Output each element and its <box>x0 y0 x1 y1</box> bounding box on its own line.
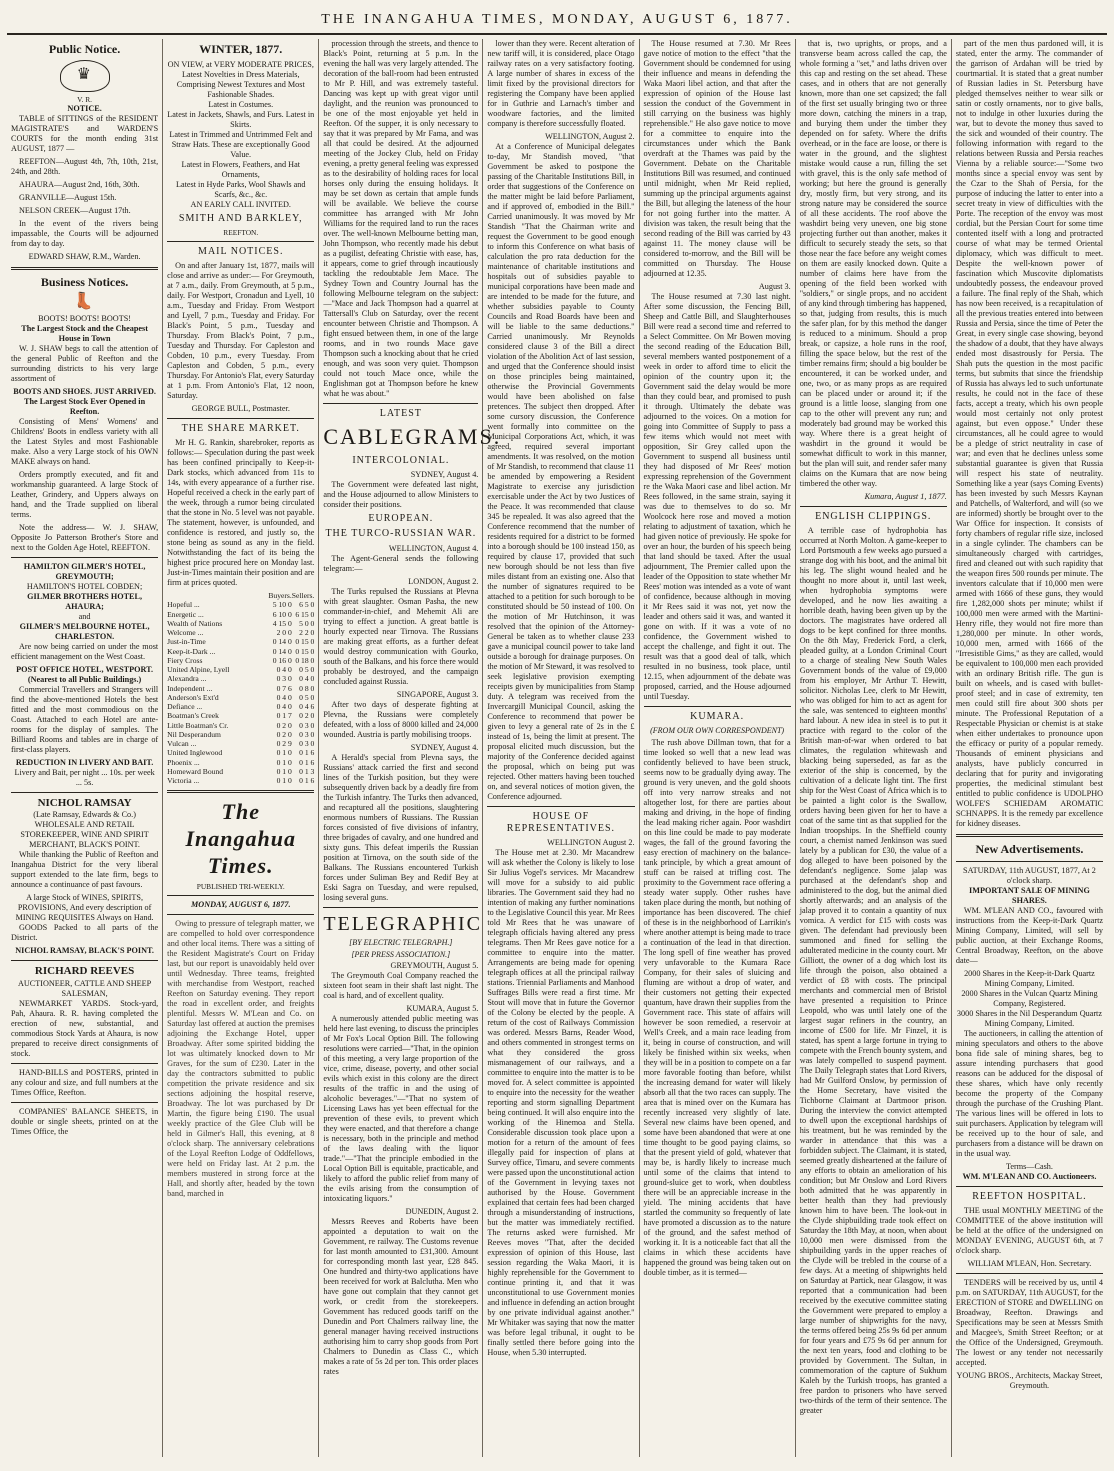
share-name: Hopeful ... <box>167 600 200 610</box>
handbills-ad: HAND-BILLS and POSTERS, printed in any colour and size, and full numbers at the Times Office, Reefton. <box>11 1067 159 1097</box>
share-sellers: 0 3 0 <box>299 729 315 739</box>
divider <box>956 861 1103 862</box>
winter-item: Latest Novelties in Dress Materials, Comprising Newest Textures and Most Fashionable Shades. <box>176 69 305 99</box>
shaw-address: Note the address— W. J. SHAW, Opposite Jo Patterson Brother's Store and next to the Golden Age Hotel, REEFTON. <box>11 522 159 552</box>
orders-text: Orders promptly executed, and fit and workmanship guaranteed. A large Stock of Leather, Grindery, and Uppers always on hand, and the Trade supplied on liberal terms. <box>11 469 159 519</box>
article-text: The rush above Dillman town, that for a time looked so well that a new lead was confidently believed to have been struck, seems now to be gradually dying away. The ground is very uneven, and the gold shoots off into very narrow streaks and not altogether lost, for there are parties about making and driving, in the hope of finding the lead making richer again. Poor washdirt on this line could be made to pay moderate wages, the fall of the ground favoring the easy erection of machinery on the balance-tank principle, by which a great amount of stuff can be raised at trifling cost. The proximity to the Government race offering a steady water supply. Other rushes have taken place during the month, but nothing of importance has been discovered. The chief of these is in the neighborhood of Larrikin's where another attempt is being made to trace a continuation of the lead in that direction. The long spell of fine weather has proved very unfavorable to the Kumara Race Company, for their sales of sluicing and fluming are without a drop of water, and their customers not getting their expected quantum, have drawn their supplies from the Government race. This state of affairs will however be soon remedied, a reservoir at Well's Creek, and a main race leading from it, being in course of construction, and will likely be finished within six weeks, when they will be in a position to compete on a far more favorable footing than before, whilst the increasing demand for water will likely absorb all that the two races can supply. The area that is mined over on the Kumara has recently increased very slightly of late. Several new claims have been opened, and some have been abandoned that were at one time thought to be good paying claims, so that the present yield of gold, whatever that may be, is hardly likely to increase much until some of the claims that intend to ground-sluice get to work, when doubtless there will be an appreciable increase in the yield. The mining accidents that have startled the community so frequently of late have promoted a discussion as to the nature of the ground, and the safest method of working it. It is a noticeable fact that all the claims in which these accidents have happened the ground was being taken out on double timber, as it is termed— <box>643 737 791 1277</box>
table-row <box>167 776 314 785</box>
share-sellers: 0 4 0 <box>299 674 315 684</box>
share-buyers: 0 1 0 <box>276 776 292 786</box>
by-electric: [BY ELECTRIC TELEGRAPH.] <box>349 937 453 947</box>
share-sellers: 0 8 0 <box>299 683 315 693</box>
share-name: Alexandra ... <box>167 674 207 684</box>
share-col-header: Sellers. <box>291 591 315 601</box>
masthead-title: THE INANGAHUA TIMES, MONDAY, AUGUST 6, 1877. <box>321 12 793 27</box>
divider <box>167 790 314 793</box>
hotel-item: GILMER BROTHERS HOTEL, AHAURA; <box>27 591 143 611</box>
divider <box>323 907 478 908</box>
table-row <box>167 647 314 656</box>
hospital-signature: WILLIAM M'LEAN, Hon. Secretary. <box>967 1258 1092 1268</box>
dateline: SYDNEY, August 4. <box>410 742 479 752</box>
share-name: Just-in-Time <box>167 637 206 647</box>
dateline: GREYMOUTH, August 5. <box>390 961 479 971</box>
boot-icon: 👢 <box>73 293 96 311</box>
winter-item: Latest in Costumes. <box>208 99 274 109</box>
hospital-heading: REEFTON HOSPITAL. <box>972 1190 1087 1202</box>
share-buyers: 6 10 0 <box>272 609 292 619</box>
companies-ad: COMPANIES' BALANCE SHEETS, in double or single sheets, printed on at the Times Office, the <box>11 1106 159 1136</box>
share-sellers: 0 5 0 <box>299 692 315 702</box>
smith-barkley: SMITH AND BARKLEY, <box>178 212 303 224</box>
new-advertisements-heading: New Advertisements. <box>975 842 1084 856</box>
divider <box>323 403 478 404</box>
article-text: lower than they were. Recent alteration of new tariff will, it is considered, place Otago railway rates on a very satisfactory footing. A large number of shares in excess of the limit fixed by the provisional directors for registering the Company have been applied for in Guthrie and Larnach's timber and woodware factories, and the limited company is therefore successfully floated. <box>487 39 635 128</box>
column-1 <box>7 39 163 1457</box>
share-buyers: 0 2 0 <box>276 729 292 739</box>
reduction-heading: REDUCTION IN LIVERY AND BAIT. <box>15 757 154 767</box>
kumara-sub: (FROM OUR OWN CORRESPONDENT) <box>650 726 785 736</box>
public-notice-heading: Public Notice. <box>48 42 121 56</box>
masthead <box>7 7 1107 35</box>
reeves-ad <box>11 965 158 1058</box>
divider <box>11 792 158 793</box>
latest-heading: LATEST <box>379 408 422 419</box>
largest-stock: The Largest Stock and the Cheapest House in Town <box>21 323 148 343</box>
mail-notices-heading: MAIL NOTICES. <box>198 245 284 257</box>
hotel-item: HAMILTON GILMER'S HOTEL, GREYMOUTH; <box>23 561 146 581</box>
table-row <box>167 702 314 711</box>
table-row <box>167 628 314 637</box>
article-text: The Turks repulsed the Russians at Plevna with great slaughter. Osman Pasha, the new commander-in-chief, and Mehemit Ali are trying to effect a junction. A great battle is hourly expected near Tirnova. The Russians are making great efforts, as a further defeat would destroy communication with Gourko, south of the Balkans, and his force there would probably be destroyed, and the campaign concluded against Russia. <box>323 586 479 686</box>
house-heading: HOUSE OF REPRESENTATIVES. <box>506 811 616 835</box>
share-sellers: 0 1 6 <box>299 757 315 767</box>
share-sellers: 6 15 0 <box>295 609 315 619</box>
livery-rates: Livery and Bait, per night ... 10s. per week ... 5s. <box>14 767 155 787</box>
divider <box>167 895 314 896</box>
sitting-item: AHAURA—August 2nd, 16th, 30th. <box>19 179 140 189</box>
share-buyers: 5 10 0 <box>272 600 292 610</box>
winter-list <box>167 60 314 200</box>
shaw-text: W. J. SHAW begs to call the attention of the general Public of Reefton and the surrounding districts to his very large assortment of <box>11 343 159 383</box>
share-sellers: 2 2 0 <box>299 628 315 638</box>
early-call: AN EARLY CALL INVITED. <box>190 199 291 209</box>
column-3 <box>319 39 502 1457</box>
share-name: Vulcan ... <box>167 739 197 749</box>
article-text: The Agent-General sends the following telegram:— <box>323 553 479 573</box>
article-text: After two days of desperate fighting at Plevna, the Russians were completely defeated, with a loss of 8000 killed and 24,000 wounded. Austria is partly mobilising troops. <box>323 699 479 739</box>
winter-item: Latest in Flowers, Feathers, and Hat Ornaments, <box>181 159 300 179</box>
dateline: WELLINGTON, August 4. <box>388 543 479 553</box>
article-text: Messrs Reeves and Roberts have been appointed a deputation to wait on the Government, re railway. The Customs revenue for last month amounted to £31,300. Amount for corresponding month last year, £28 845. One hundred and thirty-two applications have been received for work at Balclutha. Men who have gone out complain that they cannot get work, or credit from the storekeepers. Government has reduced goods tariff on the Dunedin and Port Chalmers railway line, the general manager having received instructions authorising him to carry shop goods from Port Chalmers to Dunedin as Class C., which makes a rate of 5s 2d per ton. This order places rates <box>323 1217 479 1377</box>
mail-signature: GEORGE BULL, Postmaster. <box>191 404 290 414</box>
sitting-item: REEFTON—August 4th, 7th, 10th, 21st, 24th, and 28th. <box>11 156 159 176</box>
article-text: The Greymouth Coal Company reached the sixteen foot seam in their shaft last night. The coal is hard, and of excellent quality. <box>323 971 479 1001</box>
divider <box>11 1063 158 1064</box>
share-name: Independent ... <box>167 683 213 693</box>
sittings-list <box>11 157 158 216</box>
share-sellers: 5 0 0 <box>299 618 315 628</box>
sitting-item: NELSON CREEK—August 17th. <box>19 205 131 215</box>
share-sellers: 0 5 0 <box>299 665 315 675</box>
column-5 <box>640 39 796 1457</box>
table-row <box>167 600 314 609</box>
share-buyers: 0 16 0 <box>272 655 292 665</box>
paper-title: The Inangahua Times. <box>185 799 297 879</box>
boots-line: BOOTS! BOOTS! BOOTS! <box>38 313 131 323</box>
notice-text: TABLE of SITTINGS of the RESIDENT MAGISTRATE'S and WARDEN'S COURTS for the month ending 31st AUGUST, 1877 — <box>11 113 159 153</box>
share-sellers: 0 1 6 <box>299 776 315 786</box>
column-6 <box>796 39 952 1457</box>
columns <box>7 39 1107 1457</box>
table-row <box>167 767 314 776</box>
table-row <box>167 637 314 646</box>
ramsay-goods: GOODS Packed to all parts of the District. <box>11 923 159 943</box>
share-buyers: 4 15 0 <box>272 618 292 628</box>
turco-heading: THE TURCO-RUSSIAN WAR. <box>325 528 477 540</box>
winter-item: ON VIEW, at VERY MODERATE PRICES, <box>167 59 314 69</box>
post-office-text: Commercial Travellers and Strangers will find the above-mentioned Hotels the best fitted and the most commodious on the Coast. Attached to each Hotel are ante-rooms for the display of samples. The Billiard Rooms and tables are in charge of first-class players. <box>11 684 159 754</box>
share-market-heading: THE SHARE MARKET. <box>181 423 300 435</box>
table-row <box>167 684 314 693</box>
share-sellers: 0 15 0 <box>295 646 315 656</box>
share-sellers: 0 15 0 <box>295 637 315 647</box>
dateline: KUMARA, August 5. <box>406 1004 479 1014</box>
share-intro: Mr H. G. Rankin, sharebroker, reports as follows:— Speculation during the past week has been confined principally to Keep-it-Dark stocks, which advanced from 11s to 14s, with every appearance of a further rise. Hopeful received a check in the early part of the week, through a rumor being circulated that the stone in No. 5 level was not payable. The statement, however, is unfounded, and confidence is restored, and justly so, the stone being as sound as any in the field. Notwithstanding the fact of its being the highest price procured here on Monday last. Just-in-Times maintain their position and are firm at prices quoted. <box>167 438 315 588</box>
notice-word: NOTICE. <box>67 103 102 113</box>
article-text: The House met at 2.30. Mr Macandrew will ask whether the Colony is likely to lose Sir Julius Vogel's services. Mr Macandrew will move for a subsidy to aid public libraries. The Government said they had no intention of making any further nominations to the Legislative Council this year. Mr Rees told Mr Rees that he was unaware of telegraph officials having altered any press telegrams. Then Mr Rees gave notice for a committee to enquire into the matter. Arrangements are being made for opening telegraph offices at all the principal railway stations. Triennial Parliaments and Manhood Suffrages Bills were read a first time. Mr Stout will move that in future the Governor of the Colony be elected by the people. A return of the cost of Railways Commission was ordered. Messrs Barns, Reader Wood, and others commented in strongest terms on what they considered the gross mismanagement of our railways, and a committee to enquire into the matter is to be moved for. A select committee is appointed to enquire into the necessity for the weather reporting and storm signalling Department being continued. It will also enquire into the working of the Hinemoa and Stella. Considerable discussion took place upon a motion for a return of the amount of fees illegally paid for inspection of plans at Survey office, Timaru, and severe comments were passed upon the unconstitutional action of the Government in levying taxes not authorised by the House. Government explained that certain fees had been charged through a misunderstanding of instructions, but the matter was immediately rectified. The returns asked were furnished. Mr Reeves moves "That, after the decided expression of opinion of this House, last session regarding the Waka Maori, it is highly reprehensible for the Government to continue printing it, and that it was unconstitutional to use Government monies and influence in defending an action brought by one private individual against another." Mr Whitaker was saying that now the matter was before legal tribunal, it ought to be finally settled there before going into the House, when 5.30 interrupted. <box>487 848 635 1358</box>
winter-item: Latest in Jackets, Shawls, and Furs. Latest in Skirts. <box>167 109 315 129</box>
dateline: SYDNEY, August 4. <box>410 470 479 480</box>
share-buyers: 0 4 0 <box>276 665 292 675</box>
article-text: part of the men thus pardoned will, it is stated, enter the army. The commander of the garrison of Ardahan will be tried by courtmartial. It is stated that a great number of Russian ladies in St. Petersburg have pledged themselves neither to wear silk or satin or costly ornaments, nor to give balls, not to indulge in other luxuries during the war, but to devote the money thus saved to the sick and wounded of their country. The following information with regard to the relations between Russia and Persia reaches Vienna by a reliable source:—"Some two months since a special envoy was sent by the Czar to the Shah of Persia, for the purpose of inducing the latter to enter into a secret treaty in view of difficulties with the Porte. The reception of the envoy was most cordial, but the Persian Court for some time contented itself with a long and protracted course of what may be termed Oriental diplomacy, which was difficult to meet. Despite the well-known power of fascination which Muscovite diplomatists undoubtedly possess, the endeavour proved a failure. The final reply of the Shah, which has now been received, is a recapitulation of all the previous treaties entered into between Russia and Persia, since the time of Peter the Great, in every single case showing, beyond the shadow of a doubt, that they have always ended most disastrously for Persia. The Shah puts the question in the most pacific terms, but submits that since the friendship of Russia has always led to such unfortunate results, he could not in the face of these facts, accept a treaty, which his own people would most certainly not only protest against, but even oppose." Under these circumstances, all he could agree to would be a pledge of strict neutrality in case of war; and even that he declines unless some substantial guarantee is given that Russia will respect his state of neutrality. Something like a year (says Coming Events) has been invested by such Messrs Kaynan and Patchells, of Walterford, and will (so we are informed) shortly be brought over to the War Office for inspection. It consists of forty chambers of regular rifle size, inclosed in a single cylinder. The chambers can be simultaneously charged with cartridges, fired and cleaned out with such rapidity that the weapon fires 500 rounds per minute. The inventors calculate that if 10,000 men were armed with 1666 of these guns, they would fire 1,282,000 shots per minute; whilst if 100,000 men were armed with the Martini-Henry rifle, they would not fire more than 1,280,000 per minute. In other words, 10,000 men, armed with 1666 of the "Irresistible Gims," as they are called, would be equivalent to 100,000 men each provided with an ordinary British rifle. The gun is built on wheels, and is cased with bullet-proof steel; and in case of extremity, ten men could still fire about 300 shots per minute. The Professional Reputation of a Respectable Physician or chemist is at stake when either undertakes to pronounce upon the efficacy or purity of a popular remedy. Thousands of eminent physicians and analysts, have publicly concurred in declaring that for purity and invigorating properties, the medicinal stimulant best entitled to public confidence is UDOLPHO WOLFE'S SCHIEDAM AROMATIC SCHNAPPS. It is the remedy par excellence for kidney diseases. <box>955 39 1104 828</box>
column-2 <box>163 39 319 1457</box>
share-buyers: 0 2 9 <box>276 739 292 749</box>
sale-item: 3000 Shares in the Nil Desperandum Quartz Mining Company, Limited. <box>956 1008 1102 1028</box>
winter-heading: WINTER, 1877. <box>199 42 283 56</box>
share-table <box>167 591 314 785</box>
share-name: Phoenix ... <box>167 757 200 767</box>
post-office-hotel: POST OFFICE HOTEL, WESTPORT. (Nearest to all Public Buildings.) <box>16 664 154 684</box>
table-row <box>167 656 314 665</box>
share-sellers: 0 18 0 <box>295 655 315 665</box>
table-row <box>167 693 314 702</box>
table-row <box>167 730 314 739</box>
share-sellers: 0 1 3 <box>299 766 315 776</box>
sitting-item: GRANVILLE—August 15th. <box>19 192 117 202</box>
share-name: Homeward Bound <box>167 766 224 776</box>
winter-item: Latest in Hyde Parks, Wool Shawls and Scarfs, &c., &c. <box>176 179 306 199</box>
article-text: procession through the streets, and thence to Black's Point, returning at 5 p.m. In the evening the hall was very largely attended. The decoration of the ball-room had been entrusted to Mr P. Hill, and was extremely tasteful. Dancing was kept up with great vigor until daylight, and the reunion was pronounced to be one of the most enjoyable yet held in Reefton. Of the supper, it is only necessary to say that it was prepared by Mr Fama, and was all that could be desired. At the adjourned meeting of the Jockey Club, held on Friday evening, a pretty general feeling was expressed as to the desirability of holding races for local horses only during the ensuing holidays. It may be set down as certain that ample funds will be available. We believe the course committee has arranged with Mr John Williams for the required land to run the races over. The well-known Melbourne betting man, John Thompson, who recently made his debut as a pugilist, defeating Christie with ease, has, it appears, come to grief through incautiously tackling the redoubtable Jem Mace. The Sydney Town and Country Journal has the following Melbourne telegram on the subject:—"Mace and Jack Thompson had a quarrel at Tattersall's Club on Saturday, over the recent encounter between Christie and Thompson. A fight ensued between them, in one of the large rooms, and in two rounds Mace gave Thompson such a knocking about that he cried enough, and was soon very quiet. Thompson could not touch Mace once, while the Englishman got at Thompson before he knew what he was about." <box>323 39 479 398</box>
share-sellers: 0 2 0 <box>299 711 315 721</box>
winter-item: Latest in Trimmed and Untrimmed Felt and Straw Hats. These are exceptionally Good Value. <box>169 129 313 159</box>
divider <box>167 914 314 915</box>
divider <box>956 834 1103 837</box>
sale-text: WM. M'LEAN AND CO., favoured with instructions from the Keep-it-Dark Quartz Mining Company, Limited, will sell by public auction, at their Exchange Rooms, Central Broadway, Reefton, on the above date— <box>955 905 1104 965</box>
reeves-text: NEWMARKET YARDS. Stock-yard, Pah, Ahaura. R. R. having completed the erection of new, substantial, and commodious Stock Yards at Ahaura, is now prepared to receive direct consignments of stock. <box>11 998 159 1058</box>
consisting-text: Consisting of Mens' Womens' and Childrens' Boots in endless variety with all the Latest Styles and most Fashionable make. Also a very Large stock of his OWN MAKE always on hand. <box>11 416 159 466</box>
article-text: that is, two uprights, or props, and a transverse beam across called the cap, the whole forming a "set," and laths driven over this cap and resting on the set ahead. These cases, and in others that are not generally known, more than one set capsized; the fall of the first set usually bringing two or three more down, catching the miners in a trap, and burying them under the timber they depended on for safety. Where the drifts overhead, or in the face are loose, or there is water in the ground, and the slightest mistake would cause a run, filling the set with gravel, this is the only safe method of working; but here the ground is generally dry, mostly firm, but very strong, and its strong nature may be considered the source of all these accidents. The roof above the washdirt being very uneven, one big stone projecting further out than another, makes it difficult to securely steady the sets, so that those near the face before any weight comes on them are easily knocked down. Quite a number of claims here have from the opening of the field been worked with "soldiers," or single props, and no accident of any kind through timbering has happened, so that, judging from results, this is much the safer plan, for by this method the danger is reduced to a minimum. Should a prop break, or capsize, a hole runs in the roof, filling the space below, but the rest of the timber remains firm; should a big boulder be encountered, it can be worked under, and one, two, or as many props as are required can be placed under or around it; if the ground is a little loose, slanging from one cap to the other will prevent any run; and moderately bad ground may be worked this way. Where there is a great height of washdirt in the ground it would be somewhat difficult to work in this manner, but the plan will suit, and render safer many claims on the Kumara that are now being timbered the other way. <box>799 39 947 488</box>
share-table-header <box>167 591 314 600</box>
table-row <box>167 739 314 748</box>
mail-text: On and after January 1st, 1877, mails will close and arrive as under:— For Greymouth, at 7 a.m., daily. From Greymouth, at 5 p.m., daily. For Westport, Cronadun and Lyell, 10 a.m., Tuesday and Friday. From Westport and Lyell, 7 p.m., Tuesday and Friday. For Black's Point, 5 p.m., Tuesday and Thursday. From Black's Point, 7 p.m., Tuesday and Thursday. For Capleston and Cobden, 10 p.m., every Tuesday. From Capleston and Cobden, 5 p.m., every Thursday. For Antonio's Flat, every Saturday at 1 p.m. From Antonio's Flat, 12 noon, Saturday. <box>167 261 315 401</box>
article-text: The House resumed at 7.30. Mr Rees gave notice of motion to the effect "that the Government should be condemned for using their influence and means in defending the Waka Maori libel action, and that after the expression of opinion of the House last session the conduct of the Government in still carrying on the business was highly reprehensible." He also gave notice to move for a committee to enquire into the circumstances under which the Bank overdraft at the Thames was paid by the Government. Debate on the Charitable Institutions Bill was resumed, and continued until midnight, when Mr Reid replied, summing up the principal arguments against the Bill, but alleging the lateness of the hour for not going further into the matter. A division was taken, the result being that the second reading of the Bill was carried by 43 against 11. The money clause will be considered to-morrow, and the Bill will be committed on Thursday. The House adjourned at 12.35. <box>643 39 791 278</box>
share-buyers: 0 1 0 <box>276 766 292 776</box>
kumara-heading: KUMARA. <box>690 711 745 722</box>
article-text: The Government were defeated last night, and the House adjourned to allow Ministers to consider their positions. <box>323 480 479 510</box>
share-name: Anderson's Ext'd <box>167 692 219 702</box>
ramsay-signature: NICHOL RAMSAY, BLACK'S POINT. <box>15 946 154 956</box>
dateline: LONDON, August 2. <box>408 576 479 586</box>
table-row <box>167 619 314 628</box>
divider <box>644 706 791 707</box>
share-name: Nil Desperandum <box>167 729 221 739</box>
newspaper-page <box>7 7 1107 1457</box>
article-text: A terrible case of hydrophobia has occurred at North Molton. A game-keeper to Lord Portsmouth a few weeks ago pursued a strange dog with his boot, and the animal bit his leg. The slight wound healed and he thought no more about it, until last week, when hydrophobia symptoms were developed, and he now lies awaiting a horrible death, having been given up by the doctors. The magistrates have ordered all dogs to be kept confined for three months. On the 8th May, Frederick Ford, a clerk, pleaded guilty, at a London Criminal Court to a charge of stealing New South Wales Government bonds of the value of £9,000 from his employer, Mr Arthur T. Hewitt, solicitor. Nicholas Lee, clerk to Mr Hewitt, who was obliged for him to act as agent for the sale, was sentenced to eighteen months' hard labour. A new idea in steel is to put it practice with regard to the color of the British man-of-war when ordered to bat climates, the regulation whitewash and blacking being superseded, as far as the exterior of the ship is concerned, by the cultivation of a delicate light tint. The first ship for the West Coast of Africa which is to be painted a light color is the Swallow, orders having been given for her to have a coat of the same tint as that supplied for the Indian troopships. In the Sheffield county court, a chemist named Jenkinson was sued lately by a publican for £30, the value of a dog alleged to have been poisoned by the defendant's negligence. Some jalap was purchased at the defendant's shop and administered to the dog, but the animal died shortly afterwards; and an analysis of the jalap proved it to contain a quantity of nux vomica. A verdict for £15 with costs was given. The defendant had previously been summoned and fined for selling the adulterated medicine in the county court. Mr Gilliott, the owner of a dog which lost its life through the poison, also obtained a verdict of £8 with costs. The principal merchants and commercial men of Bristol have presented a requisition to Prince Leopold, who was until lately one of the largest sugar refiners in the country, an income of £500 for life. Mr Finzel, it is stated, has spent a large fortune in trying to compete with the French bounty system, and was lately compelled to suspend payment. The Daily Telegraph states that Lord Rivers, had Mr Guilford Onslow, by permission of the Home Secretary, have visited the Tichborne Claimant at Dartmoor prison. During the interview the convict attempted to dwell upon the exceptional hardships of his treatment, but he was reminded by the warder in attendance that this was a forbidden subject. The Claimant, it is stated, seemed greatly disheartened at the failure of any efforts to obtain an amelioration of his condition; but Mr Onslow and Lord Rivers both admitted that he was apparently in better health than they had previously known him to have been. The look-out in the Clyde shipbuilding trade took effect on Saturday the 18th May, at noon, when about 10,000 men were dismissed from the shipbuilding yards in the upper reaches of the Clyde will be trebled in the course of a few days. At a meeting of shipwrights held on Saturday at Partick, near Glasgow, it was reported that a communication had been received by the executive committee stating the Government were prepared to employ a large number of shipwrights for the navy, the terms offered being 25s 9s 6d per annum for four years and £75 9s 6d per annum for the next ten years, food and clothing to be provided by Government. The Sultan, in commemoration of the capture of Sukhum Kaleh by the Turkish troops, has granted a free pardon to prisoners who have served two-thirds of the term of their sentence. The greater <box>799 526 947 1416</box>
table-row <box>167 721 314 730</box>
article-text: The House resumed at 7.30 last night. After some discussion, the Fencing Bill, Sheep and Cattle Bill, and Slaughterhouses Bill were read a second time and referred to a Select Committee. On Mr Bowen moving the second reading of the Education Bill, several members wanted postponement of a week in order to afford time to elicit the opinion of the country upon it; the Government said the delay would be more than they could bear, and promised to push it through. Ultimately the debate was adjourned to the voices. On a motion for going into Committee of Supply to pass a few items which would not meet with opposition, Sir Grey called upon the Government to suspend all business until they had disposed of Mr Rees' motion expressing reprehension of the Government re the Waka Maori case and libel action. Mr Rees followed, in the same strain, saying it was due to themselves to do so. Mr Woolcock here rose and moved a motion relating to adjustment of taxation, which he had given notice of previously. He spoke for over an hour, the burden of his speech being that land should be taxed. After the usual adjournment, The Premier called upon the leader of the Opposition to state whether Mr Rees' motion was intended as a vote of want of confidence, because although in moving it Mr Rees said it was not, yet now the leader and others said it was, and wanted it gone on with. If it was a vote of no confidence, the Government wished to accept the challenge, and fight it out. The result was that a good deal of talk, which resulted in no business, took place, until 12.15, when adjournment of the debate was proposed, carried, and the House adjourned until Tuesday. <box>643 292 791 701</box>
ramsay-heading: NICHOL RAMSAY <box>37 796 132 809</box>
sale-signature: WM. M'LEAN AND CO. Auctioneers. <box>962 1171 1097 1181</box>
notice-signature: EDWARD SHAW, R.M., Warden. <box>28 251 141 261</box>
divider <box>956 1273 1103 1274</box>
hotel-item: HAMILTON'S HOTEL COBDEN; <box>26 581 143 591</box>
share-buyers: 0 1 0 <box>276 757 292 767</box>
english-clippings-heading: ENGLISH CLIPPINGS. <box>815 511 932 522</box>
share-col-header <box>167 591 268 600</box>
sale-terms: Terms—Cash. <box>1005 1161 1053 1171</box>
column-7 <box>952 39 1107 1457</box>
share-buyers: 0 7 6 <box>276 683 292 693</box>
sale-items <box>956 969 1103 1029</box>
share-name: United Alpine, Lyell <box>167 665 230 675</box>
share-name: Boatman's Creek <box>167 711 219 721</box>
divider <box>167 241 314 242</box>
ramsay-ad <box>11 797 158 956</box>
sale-note: The auctioneers, in calling the attention of mining speculators and others to the above bona fide sale of mining shares, beg to assure intending purchasers that good reasons can be adduced for the disposal of these shares, which have only recently become the property of the Company through the purchase of the Crushing Plant. The various lines will be offered in lots to suit purchasers. Application by telegram will be received up to the hour of sale, and purchasers from a distance will be drawn on in the usual way. <box>955 1028 1104 1158</box>
ramsay-stock: A large Stock of WINES, SPIRITS, PROVISIONS, And every description of MINING REQUISITES Always on Hand. <box>15 893 154 923</box>
share-name: Energetic ... <box>167 609 204 619</box>
divider <box>11 267 158 270</box>
divider <box>11 960 158 961</box>
dateline: SINGAPORE, August 3. <box>396 689 479 699</box>
article-text: At a Conference of Municipal delegates to-day, Mr Standish moved, "that Government be asked to postpone the passing of the Charitable Institutions Bill, in order that suggestions of the Conference on the matter might be laid before Parliament, and if approved of, embodied in the Bill." Carried unanimously. It was moved by Mr Standish "That the Chairman write and request the Government to be good enough to inform this Conference on what basis of calculation the pro rata deduction for the maintenance of charitable institutions and hospitals out of subsidies payable to municipal corporations have been made and are intended to be made for the future, and whether subsidies payable to County Councils and Road Boards have been and will be liable to the same deductions." Carried unanimously. Mr Reynolds considered clause 3 of the Bill a direct violation of the Abolition Act of last session, and urged that the Conference should insist on those principles being maintained, otherwise the Provincial Governments would have been abolished on false pretences. The subject then dropped. After some cursory discussion, the Conference went formally into committee on the Municipal Corporations Act, which, it was agreed, required several important amendments. It was resolved, on the motion of Mr Standish, to recommend that clause 11 be amended by empowering a Resident Magistrate to exercise any jurisdiction exercisable under the Act by two Justices of the Peace. It was recommended that clause 345 be repealed. It was also agreed that the Conference recommend that the number of residents required for a district to be formed into a borough should be 100 instead 150, as required by clause 17, provided that such new borough should be not less than five miles distant from an existing one. Also that the number of signatures required to be attached to a petition for such borough to be constituted should be 50 instead of 100. On the motion of Mr Hutchinson, it was resolved that the opinion of the Attorney-General be taken as to whether clause 233 gave a municipal council power to take land outside a borough for drainage purposes. On the motion of Mr Steward, it was resolved to seek legislative provision exempting receipts given by municipalities from Stamp duty. A telegram was received from the Invercargill Municipal Council, asking the Conference to recommend that power be given to levy a general rate of 2s in the £ instead of 1s, being the limit at present. The proposal elicited much discussion, but the majority of the Conference decided against the proposal, which on being put was rejected. Other matters having been touched on, and several notices of motion given, the Conference adjourned. <box>487 142 635 801</box>
share-col-header: Buyers. <box>268 591 292 601</box>
reeves-heading: RICHARD REEVES <box>34 965 135 978</box>
divider <box>11 1102 158 1103</box>
reeves-sub: AUCTIONEER, CATTLE AND SHEEP SALESMAN, <box>17 978 152 998</box>
share-name: Defiance ... <box>167 702 203 712</box>
european-heading: EUROPEAN. <box>368 513 434 525</box>
divider <box>11 557 158 558</box>
dateline: August 3. <box>758 282 791 291</box>
paper-sub: PUBLISHED TRI-WEEKLY. <box>196 881 285 891</box>
kumara-signoff: Kumara, August 1, 1877. <box>864 492 947 501</box>
share-buyers: 0 1 0 <box>276 748 292 758</box>
sittings-note: In the event of the rivers being impassable, the Courts will be adjourned from day to day. <box>11 218 159 248</box>
telegraphic-heading: TELEGRAPHIC <box>323 912 483 935</box>
hospital-text: THE usual MONTHLY MEETING of the COMMITTEE of the above institution will be held at the office of the undersigned on MONDAY EVENING, AUGUST 6th, at 7 o'clock sharp. <box>955 1205 1104 1255</box>
table-row <box>167 610 314 619</box>
divider <box>956 1186 1103 1187</box>
intercolonial-heading: INTERCOLONIAL. <box>352 455 450 467</box>
share-buyers: 0 4 0 <box>276 692 292 702</box>
seal-caption: V. R. <box>77 94 93 104</box>
smith-place: REEFTON. <box>223 227 259 237</box>
tenders-text: TENDERS will be received by us, until 4 p.m. on SATURDAY, 11th AUGUST, for the ERECTION of STORE and DWELLING on Broadway, Reefton. Drawings and Specifications may be seen at Messrs Smith and Macgee's, Smith Street Reefton; or at the Office of the Undersigned, Greymouth. The lowest or any tender not necessarily accepted. <box>955 1277 1104 1367</box>
sale-item: 2000 Shares in the Keep-it-Dark Quartz Mining Company, Limited. <box>964 968 1095 988</box>
table-row <box>167 711 314 720</box>
divider <box>167 418 314 419</box>
hotels-list <box>11 562 158 642</box>
share-name: Welcome ... <box>167 628 204 638</box>
ramsay-sub: (Late Ramsay, Edwards & Co.) WHOLESALE AND RETAIL STOREKEEPER, WINE AND SPIRIT MERCHANT, BLACK'S POINT. <box>20 810 149 850</box>
cablegrams-heading: CABLEGRAMS. <box>323 424 502 450</box>
sale-date: SATURDAY, 11th AUGUST, 1877, At 2 o'clock sharp. <box>963 865 1096 885</box>
table-row <box>167 674 314 683</box>
press-assoc: [PER PRESS ASSOCIATION.] <box>351 949 451 959</box>
share-sellers: 0 3 0 <box>299 720 315 730</box>
share-buyers: 0 4 0 <box>276 702 292 712</box>
article-text: A numerously attended public meeting was held here last evening, to discuss the principles of Mr Fox's Local Option Bill. The following resolutions were carried—"That, in the opinion of this meeting, a very large proportion of the vice, crime, disease, poverty, and other social evils which exist in this colony are the direct results of the traffic in and the using of alcoholic beverages."—"That no system of Licensing Laws has yet been effectual for the prevention of these evils, to prevent which they were enacted, and that therefore a change is necessary, both in the principle and method of the laws dealing with the liquor trade."—"That the principle embodied in the Local Option Bill is equitable, practicable, and likely to afford the public relief from many of the evils arising from the consumption of intoxicating liquors." <box>323 1014 479 1204</box>
hotel-item: and <box>78 611 91 621</box>
share-sellers: 0 1 6 <box>299 748 315 758</box>
business-notices-heading: Business Notices. <box>40 274 129 289</box>
sale-item: 2000 Shares in the Vulcan Quartz Mining Company, Registered. <box>961 988 1098 1008</box>
table-row <box>167 665 314 674</box>
share-buyers: 2 0 0 <box>276 628 292 638</box>
share-name: Little Boatman's Cr. <box>167 720 229 730</box>
share-buyers: 0 14 0 <box>272 646 292 656</box>
hotels-note: Are now being carried on under the most efficient management on the West Coast. <box>11 641 159 661</box>
ramsay-text: While thanking the Public of Reefton and Inangahua District for the very liberal support extended to the late firm, begs to announce a continuance of past favours. <box>11 850 159 890</box>
dateline: WELLINGTON August 2. <box>547 838 635 848</box>
divider <box>800 506 947 507</box>
share-buyers: 0 1 7 <box>276 711 292 721</box>
table-row <box>167 758 314 767</box>
largest-opened: The Largest Stock Ever Opened in Reefton. <box>24 396 146 416</box>
share-sellers: 6 5 0 <box>299 600 315 610</box>
share-buyers: 0 3 0 <box>276 674 292 684</box>
share-name: Victoria ... <box>167 776 200 786</box>
table-row <box>167 748 314 757</box>
royal-seal-icon <box>60 60 110 92</box>
hotel-item: GILMER'S MELBOURNE HOTEL, CHARLESTON. <box>19 621 150 641</box>
share-name: Wealth of Nations <box>167 618 223 628</box>
dateline: WELLINGTON, August 2. <box>545 132 635 141</box>
tenders-signature: YOUNG BROS., Architects, Mackay Street, Greymouth. <box>956 1370 1103 1390</box>
share-name: Keep-it-Dark ... <box>167 646 216 656</box>
share-buyers: 0 2 0 <box>276 720 292 730</box>
column-4 <box>483 39 639 1457</box>
dateline: DUNEDIN, August 2. <box>405 1207 479 1217</box>
share-sellers: 0 4 6 <box>299 702 315 712</box>
divider <box>487 806 634 807</box>
sale-heading: IMPORTANT SALE OF MINING SHARES. <box>969 885 1090 905</box>
share-sellers: 0 3 0 <box>299 739 315 749</box>
share-name: United Inglewood <box>167 748 223 758</box>
editorial-text: Owing to pressure of telegraph matter, we are compelled to hold over correspondence and other local items. There was a sitting of the Resident Magistrate's Court on Friday last, but our report is unavoidably held over until Wednesday. Three teams, freighted with merchandise from Westport, reached Reefton on Saturday evening. They report the road in excellent order, and freights plentiful. Messrs W. M'Lean and Co. on Saturday last offered at auction the premises adjoining the Exchange Hotel, upper Broadway. After some spirited bidding the lot was ultimately knocked down to Mr Graves, for the sum of £230. Later in the day the contractors submitted to public competition the private residence and six sections adjoining the hospital reserve, Broadway. The lot was purchased by Dr Martin, the figure being £190. The usual weekly practice of the Glee Club will be held in Gilmer's Hall, this evening, at 8 o'clock sharp. The anniversary celebrations of the Loyal Reefton Lodge of Oddfellows, were held on Friday last. At 2 p.m. the members mustered in strong force at the Hall, and shortly after, headed by the town band, marched in <box>167 918 315 1198</box>
paper-date: MONDAY, AUGUST 6, 1877. <box>191 899 291 909</box>
share-name: Fiery Cross <box>167 655 203 665</box>
share-buyers: 0 14 0 <box>272 637 292 647</box>
boots-shoes: BOOTS AND SHOES. JUST ARRIVED. <box>13 386 156 396</box>
article-text: A Herald's special from Plevna says, the Russians' attack carried the first and second lines of the Turkish position, but they were subsequently driven back by a deadly fire from the Turkish infantry. The Turks then advanced, and recaptured all the positions, slaughtering enormous numbers of Russians. The Russian forces consisted of five divisions of infantry, three brigades of cavalry, and one hundred and sixty guns. This defeat imperils the Russian position at Tirnova, on the south side of the Balkans. The Russians encountered Turkish forces under Suliman Bey and Redif Bey at Eski Sagra on Tuesday, and were repulsed, losing several guns. <box>323 752 479 902</box>
